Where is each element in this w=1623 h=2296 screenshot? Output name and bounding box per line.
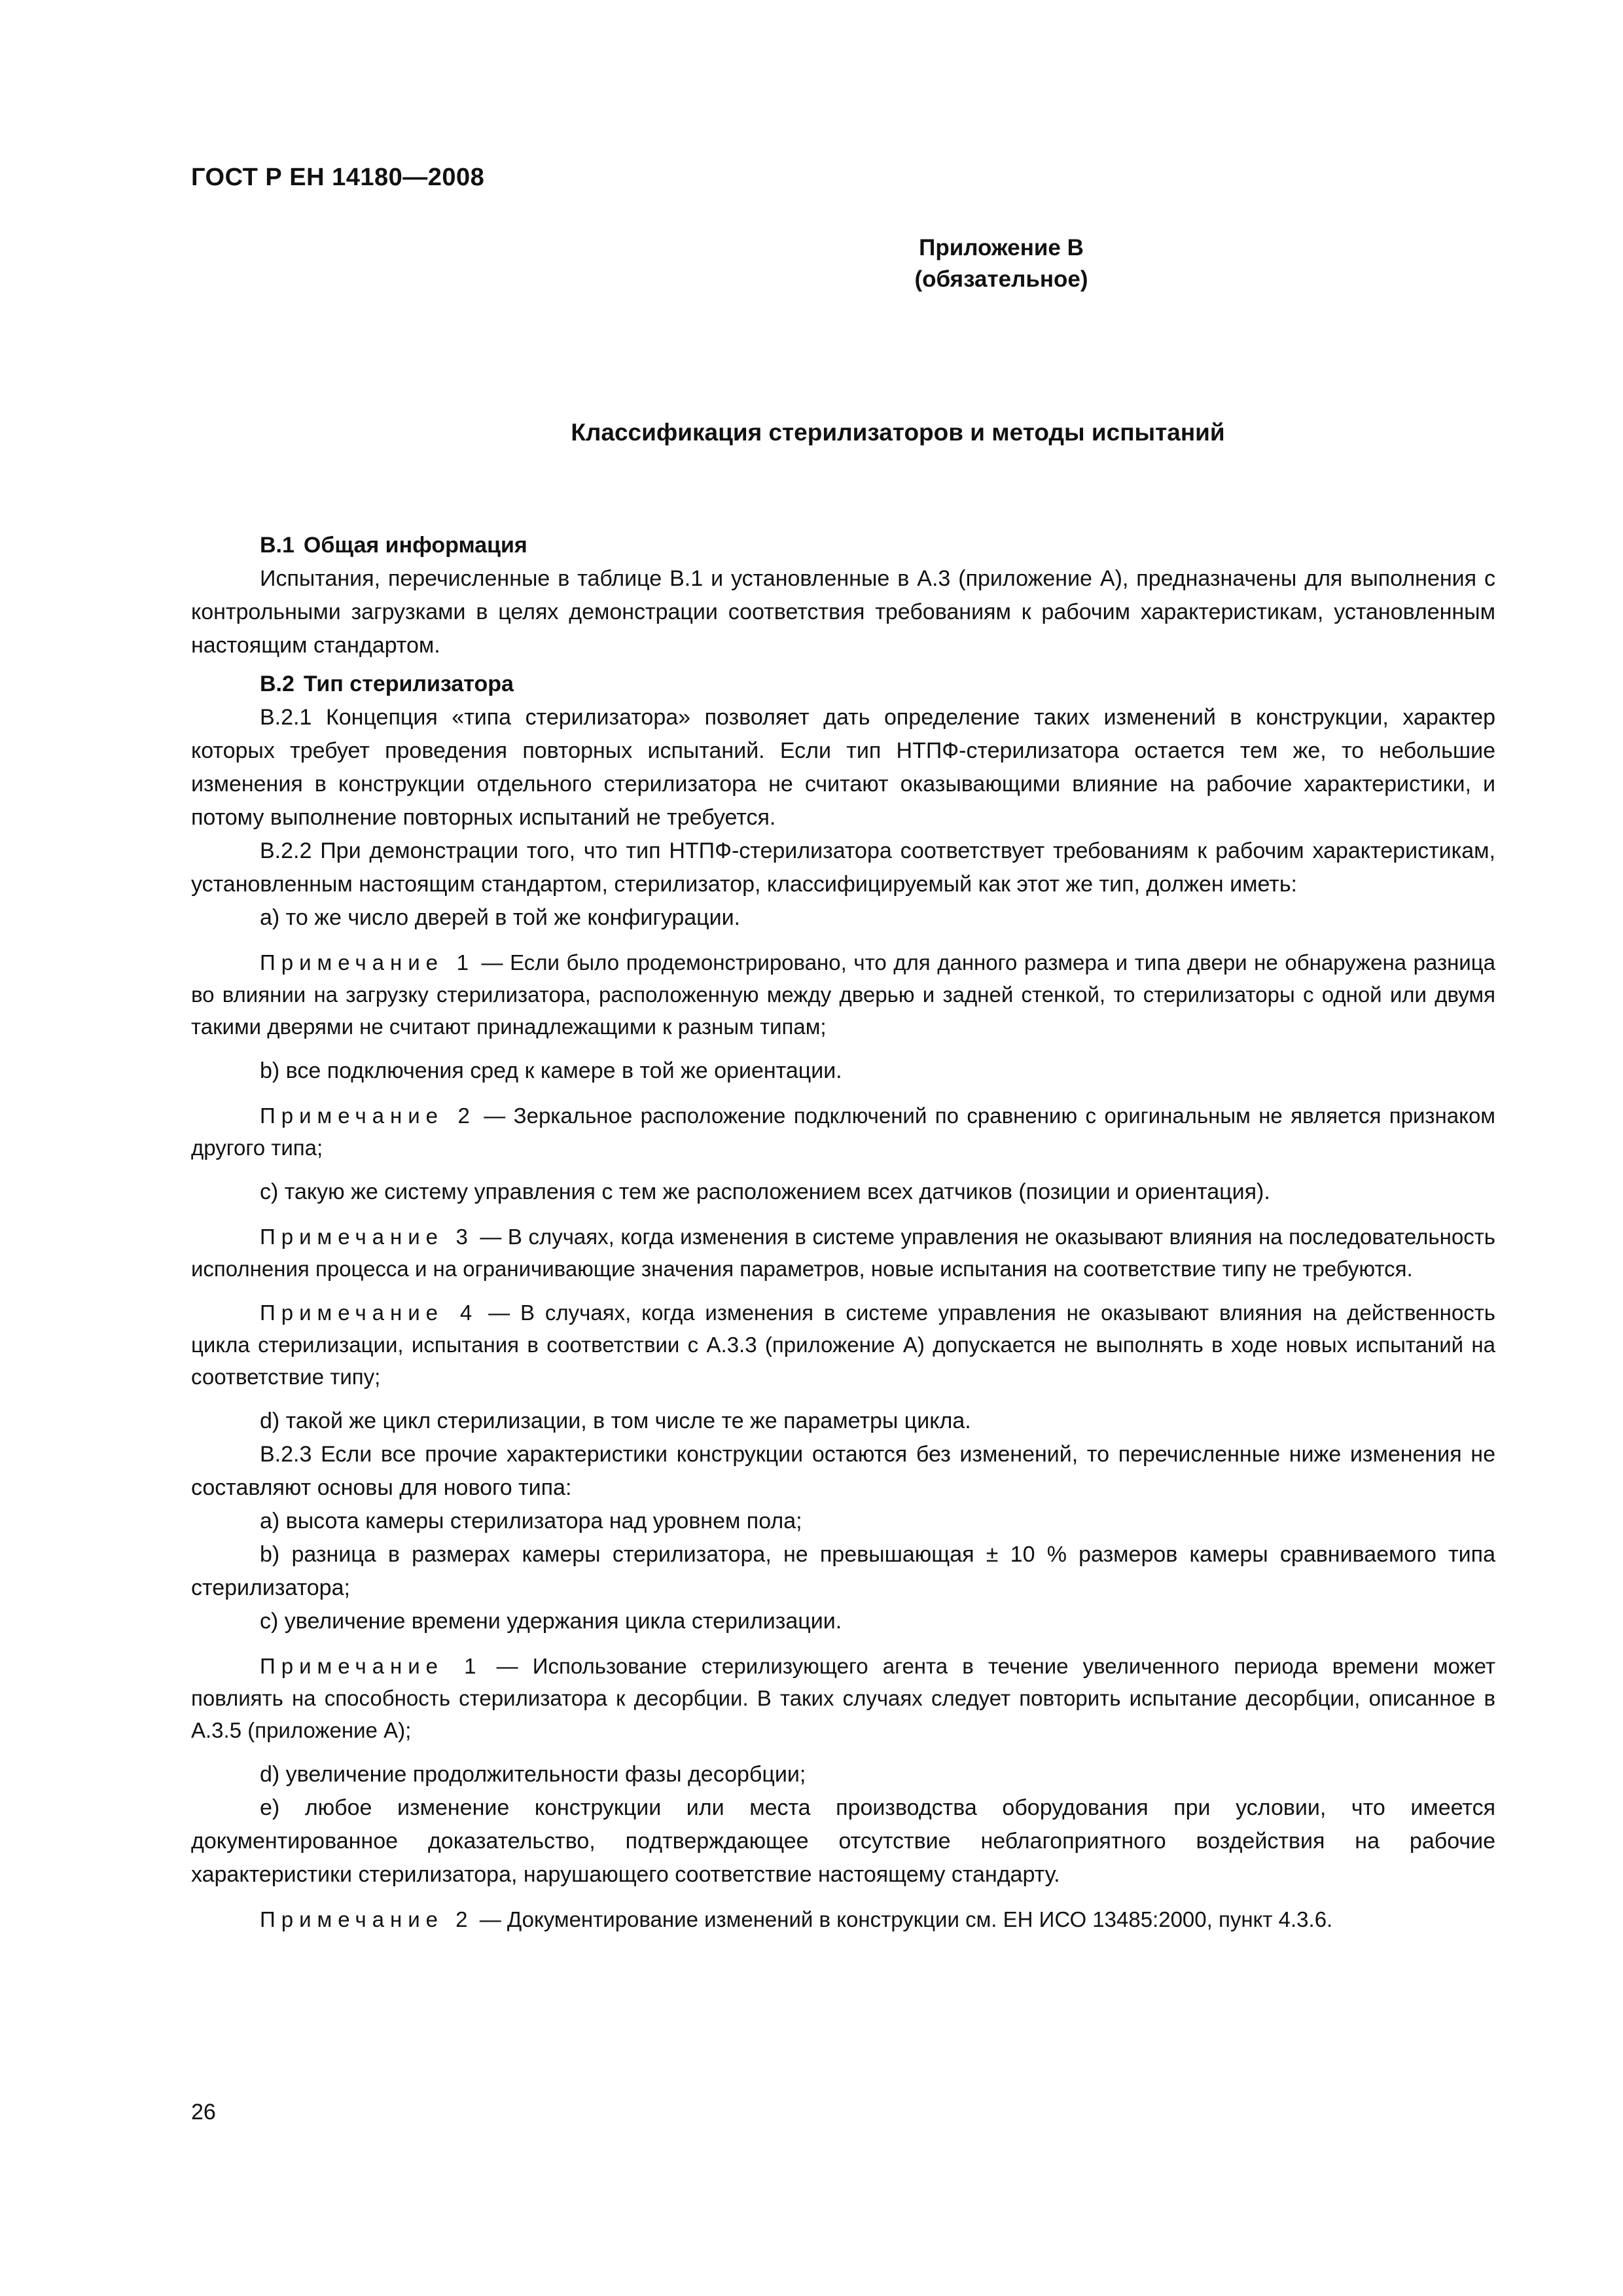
document-body bbox=[191, 529, 1495, 1947]
paragraph: В.2.2 При демонстрации того, что тип НТПФ-стерилизатора соответствует требованиям к рабочим характеристикам, установленным настоящим стандартом, стерилизатор, классифицируемый как этот же тип, должен иметь: bbox=[191, 838, 1495, 897]
list-item: е) любое изменение конструкции или места производства оборудования при условии, что имеется документированное доказательство, подтверждающее отсутствие неблагоприятного воздействия на рабочие характеристики стерилизатора, нарушающего соответствие настоящему стандарту. bbox=[191, 1795, 1495, 1887]
note-label: Примечание 1 bbox=[260, 950, 474, 975]
note-text: — Если было продемонстрировано, что для данного размера и типа двери не обнаружена разница во влиянии на загрузку стерилизатора, расположенную между дверью и задней стенкой, то стерилизаторы с одной или двумя такими дверями не считают принадлежащими к разным типам; bbox=[191, 950, 1495, 1039]
list-item: d) увеличение продолжительности фазы десорбции; bbox=[260, 1762, 806, 1787]
note-text: — Документирование изменений в конструкции см. ЕН ИСО 13485:2000, пункт 4.3.6. bbox=[473, 1907, 1333, 1931]
list-item: d) такой же цикл стерилизации, в том числе те же параметры цикла. bbox=[260, 1408, 971, 1433]
note-text: — Зеркальное расположение подключений по сравнению с оригинальным не является признаком другого типа; bbox=[191, 1103, 1495, 1160]
section-number: В.1 bbox=[260, 533, 294, 558]
note-label: Примечание 2 bbox=[260, 1907, 474, 1931]
list-item: а) то же число дверей в той же конфигурации. bbox=[260, 905, 741, 930]
paragraph: В.2.3 Если все прочие характеристики конструкции остаются без изменений, то перечисленные ниже изменения не составляют основы для нового типа: bbox=[191, 1442, 1495, 1500]
paragraph: В.2.1 Концепция «типа стерилизатора» позволяет дать определение таких изменений в конструкции, характер которых требует проведения повторных испытаний. Если тип НТПФ-стерилизатора остается тем же, то небольшие изменения в конструкции отдельного стерилизатора не считают оказывающими влияние на рабочие характеристики, и потому выполнение повторных испытаний не требуется. bbox=[191, 705, 1495, 830]
page-number: 26 bbox=[191, 2100, 216, 2125]
list-item: а) высота камеры стерилизатора над уровнем пола; bbox=[260, 1509, 802, 1534]
note-label: Примечание 1 bbox=[260, 1654, 482, 1678]
paragraph: Испытания, перечисленные в таблице В.1 и установленные в А.3 (приложение А), предназначены для выполнения с контрольными загрузками в целях демонстрации соответствия требованиям к рабочим характеристикам, установленным настоящим стандартом. bbox=[191, 566, 1495, 658]
list-item: с) такую же систему управления с тем же расположением всех датчиков (позиции и ориентация). bbox=[260, 1179, 1270, 1204]
note-label: Примечание 2 bbox=[260, 1103, 476, 1128]
note bbox=[191, 946, 1495, 1043]
note bbox=[191, 1903, 1495, 1935]
note-text: — В случаях, когда изменения в системе управления не оказывают влияния на последовательность исполнения процесса и на ограничивающие значения параметров, новые испытания на соответствие типу не требуются. bbox=[191, 1225, 1496, 1281]
list-item: b) разница в размерах камеры стерилизатора, не превышающая ± 10 % размеров камеры сравниваемого типа стерилизатора; bbox=[191, 1542, 1495, 1600]
section-heading-b1 bbox=[191, 529, 1495, 562]
note bbox=[191, 1650, 1495, 1746]
appendix-heading bbox=[0, 232, 1623, 295]
list-item: с) увеличение времени удержания цикла стерилизации. bbox=[260, 1609, 842, 1634]
section-title: Общая информация bbox=[303, 533, 527, 558]
note bbox=[191, 1221, 1495, 1285]
section-heading-b2 bbox=[191, 668, 1495, 701]
note-text: — Использование стерилизующего агента в течение увеличенного периода времени может повлиять на способность стерилизатора к десорбции. В таких случаях следует повторить испытание десорбции, описанное в А.3.5 (приложение А); bbox=[191, 1654, 1495, 1742]
document-code: ГОСТ Р ЕН 14180—2008 bbox=[191, 164, 485, 191]
list-item: b) все подключения сред к камере в той же ориентации. bbox=[260, 1058, 842, 1083]
section-number: В.2 bbox=[260, 672, 294, 696]
section-title: Тип стерилизатора bbox=[303, 672, 514, 696]
note bbox=[191, 1100, 1495, 1164]
appendix-status: (обязательное) bbox=[914, 266, 1088, 292]
note bbox=[191, 1297, 1495, 1393]
main-title: Классификация стерилизаторов и методы испытаний bbox=[571, 419, 1225, 446]
appendix-title: Приложение В bbox=[919, 235, 1084, 260]
note-text: — В случаях, когда изменения в системе управления не оказывают влияния на действенность цикла стерилизации, испытания в соответствии с А.3.3 (приложение А) допускается не выполнять в ходе новых испытаний на соответствие типу; bbox=[191, 1300, 1496, 1389]
note-label: Примечание 3 bbox=[260, 1225, 474, 1249]
note-label: Примечание 4 bbox=[260, 1300, 478, 1325]
